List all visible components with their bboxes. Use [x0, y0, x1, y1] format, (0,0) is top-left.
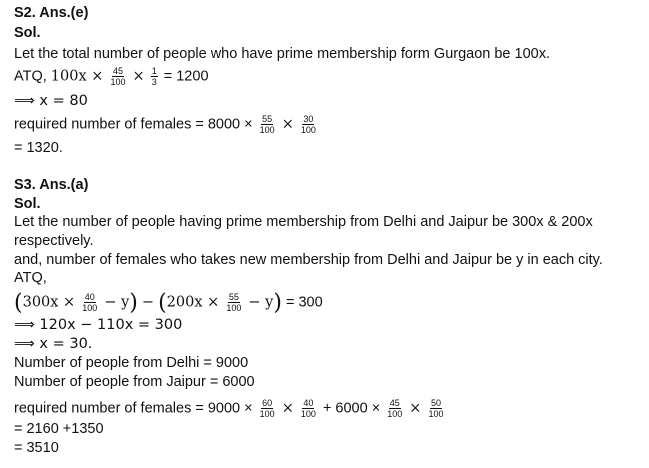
- s2-answer: = 1320.: [14, 140, 63, 156]
- s3-fraction-2: $\frac{55}{100}$: [226, 292, 242, 313]
- s2-fraction-3: $\frac{55}{100}$: [259, 114, 275, 135]
- s2-equation: [14, 66, 209, 87]
- s2-times-2: ×: [281, 116, 294, 133]
- s2-statement: Let the total number of people who have prime membership form Gurgaon be 100x.: [14, 46, 550, 62]
- s3-minus-y-1: − y: [104, 294, 130, 311]
- s2-req-prefix: required number of females = 8000 ×: [14, 116, 253, 133]
- s3-heading: S3. Ans.(a): [14, 177, 89, 193]
- s3-statement-2: respectively.: [14, 233, 94, 249]
- s2-heading: S2. Ans.(e): [14, 5, 89, 21]
- s3-statement-1: Let the number of people having prime membership from Delhi and Jaipur be 300x & 200x: [14, 214, 593, 230]
- s3-fraction-4: $\frac{40}{100}$: [300, 398, 316, 419]
- s2-required: [14, 114, 319, 135]
- s3-plus-term: + 6000 ×: [322, 400, 381, 417]
- s2-fraction-4: $\frac{30}{100}$: [300, 114, 316, 135]
- s3-fraction-5: $\frac{45}{100}$: [387, 398, 403, 419]
- s2-sol-label: Sol.: [14, 25, 41, 41]
- s2-fraction-2: $\frac{1}{3}$: [151, 66, 157, 87]
- s3-minus-mid: −: [141, 294, 155, 311]
- s3-paren-close-2: ): [273, 290, 282, 316]
- s3-minus-y-2: − y: [248, 294, 274, 311]
- s3-eq-result: = 300: [285, 294, 323, 311]
- s2-times-1: ×: [132, 68, 145, 85]
- s3-paren-close-1: ): [129, 290, 138, 316]
- s2-fraction-1: $\frac{45}{100}$: [110, 66, 126, 87]
- s2-eq-term: 100x ×: [50, 68, 104, 85]
- s3-jaipur: Number of people from Jaipur = 6000: [14, 374, 255, 390]
- s2-implies: ⟹ x = 80: [14, 93, 88, 109]
- s3-required: [14, 398, 447, 419]
- s3-sol-label: Sol.: [14, 196, 41, 212]
- s3-atq-label: ATQ,: [14, 270, 47, 286]
- s3-req-prefix: required number of females = 9000 ×: [14, 400, 253, 417]
- s3-times-a: ×: [281, 400, 294, 417]
- s2-atq-label: ATQ,: [14, 68, 47, 85]
- s3-step-1: ⟹ 120x − 110x = 300: [14, 317, 183, 333]
- s2-eq-result: = 1200: [163, 68, 209, 85]
- s3-term-2: 200x ×: [166, 294, 220, 311]
- s3-fraction-1: $\frac{40}{100}$: [82, 292, 98, 313]
- s3-sum: = 2160 +1350: [14, 421, 104, 437]
- s3-fraction-6: $\frac{50}{100}$: [428, 398, 444, 419]
- s3-statement-3: and, number of females who takes new membership from Delhi and Jaipur be y in each city.: [14, 252, 603, 268]
- s3-paren-open-2: (: [158, 290, 167, 316]
- s3-term-1: 300x ×: [22, 294, 76, 311]
- s3-times-b: ×: [409, 400, 422, 417]
- s3-equation: [14, 290, 323, 316]
- s3-paren-open-1: (: [14, 290, 23, 316]
- s3-delhi: Number of people from Delhi = 9000: [14, 355, 249, 371]
- s3-answer: = 3510: [14, 440, 59, 456]
- s3-fraction-3: $\frac{60}{100}$: [259, 398, 275, 419]
- s3-step-2: ⟹ x = 30.: [14, 336, 93, 352]
